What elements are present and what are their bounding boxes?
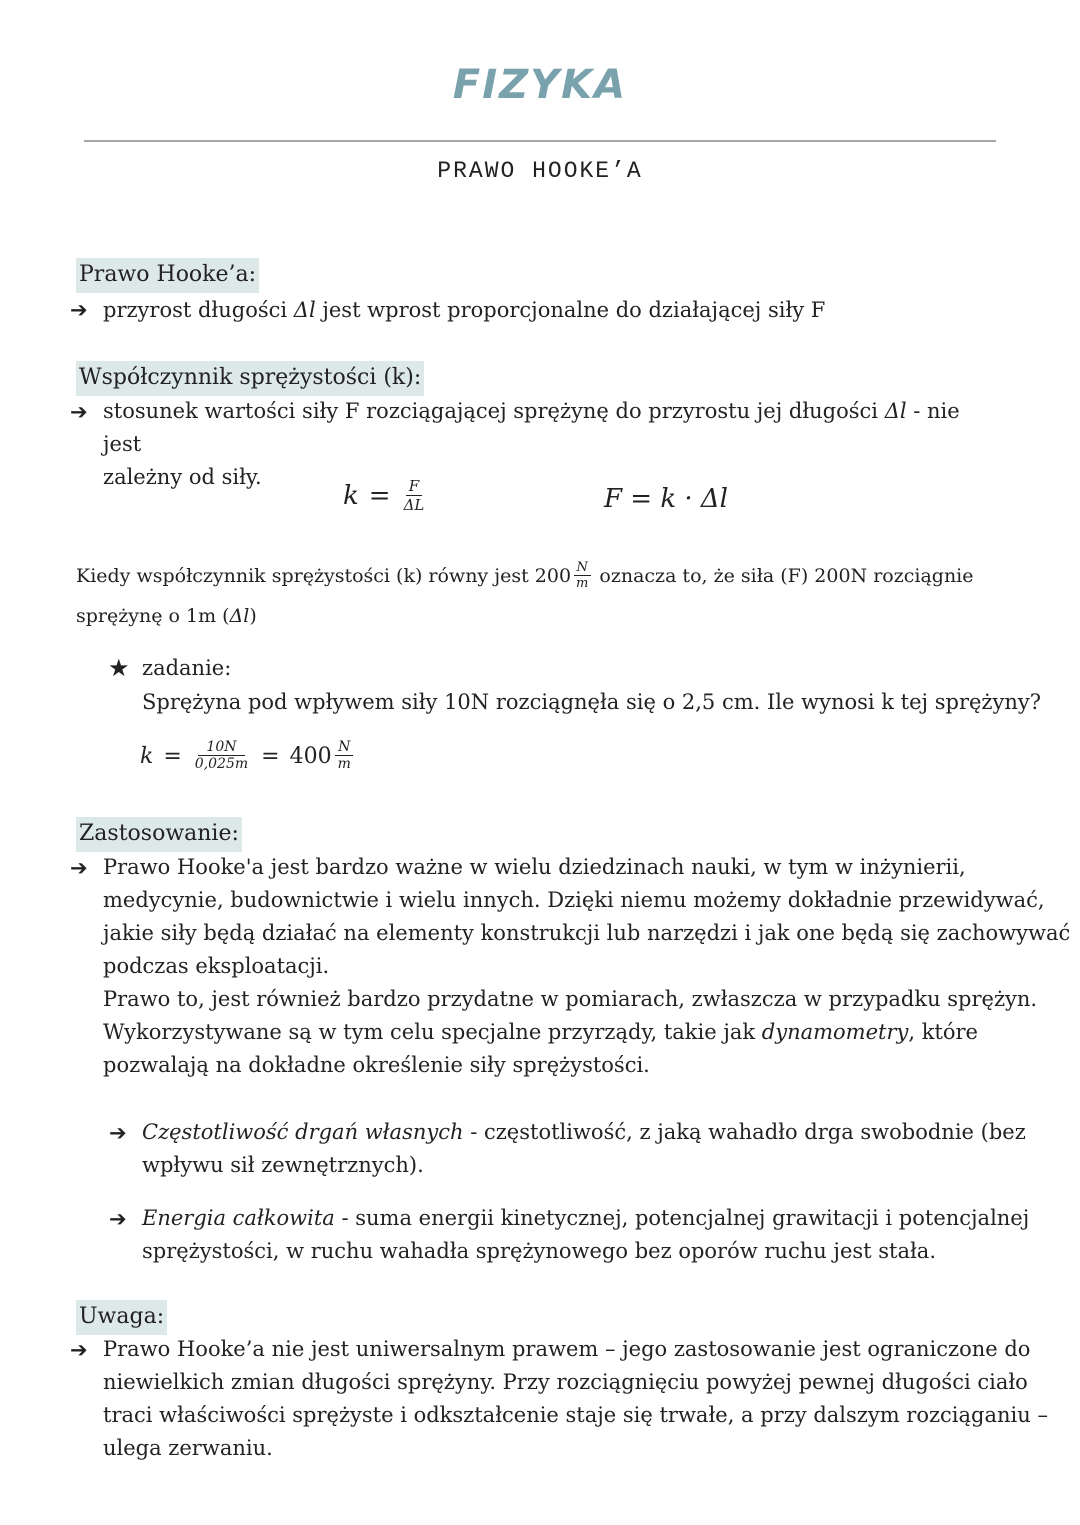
result-value: 400 [289,744,332,770]
formula-lhs: k [140,744,154,770]
bullet-arrow-icon: ➔ [70,298,88,322]
star-icon: ★ [108,654,130,682]
denominator: m [337,756,351,773]
text: - suma energii kinetycznej, potencjalnej grawitacji i potencjalnej [334,1206,1030,1230]
text-line: podczas eksploatacji. [103,954,330,978]
text: ) [249,605,257,627]
text-line: ulega zerwaniu. [103,1436,273,1460]
task-label: zadanie: [142,656,232,680]
text-line: medycynie, budownictwie i wielu innych. Dzięki niemu możemy dokładnie przewidywać, [103,888,1045,912]
unit-fraction [335,740,354,773]
delta-l-symbol: Δl [884,399,907,423]
formula-k [343,478,427,514]
bullet-arrow-icon: ➔ [109,1207,127,1231]
section-heading-note: Uwaga: [76,1300,167,1335]
page-title: FIZYKA [452,62,628,108]
text-line [103,1016,1023,1049]
text: oznacza to, że siła (F) 200N rozciągnie [593,565,974,588]
title-divider [84,140,996,142]
text: jest wprost proporcjonalne do działającej siły F [315,298,826,322]
text: , które [908,1020,978,1044]
text-line: jakie siły będą działać na elementy konstrukcji lub narzędzi i jak one będą się zachowywać [103,921,1071,945]
text: zależny od siły. [103,465,262,489]
bullet-arrow-icon: ➔ [70,1338,88,1362]
text: stosunek wartości siły F rozciągającej sprężynę do przyrostu jej długości [103,399,885,423]
numerator: N [335,740,353,756]
text-line: Prawo to, jest również bardzo przydatne w pomiarach, zwłaszcza w przypadku sprężyn. [103,987,1038,1011]
denominator: m [576,576,589,592]
delta-l-symbol: Δl [293,298,316,322]
formula-f: F = k · Δl [604,484,728,514]
denominator: ΔL [403,495,425,514]
text: przyrost długości [103,298,294,322]
hooke-definition [103,294,825,327]
example-line-1 [76,561,974,592]
formula-lhs: k [343,480,359,511]
text-line: traci właściwości sprężyste i odkształcenie staje się trwałe, a przy dalszym rozciąganiu – [103,1403,1048,1427]
section-heading-coefficient: Współczynnik sprężystości (k): [76,361,424,396]
text: - częstotliwość, z jaką wahadło drga swobodnie (bez [463,1120,1026,1144]
section-heading-hooke: Prawo Hooke’a: [76,258,259,293]
equals-sign: = [261,744,280,770]
numerator: N [574,561,591,576]
text-line: sprężystości, w ruchu wahadła sprężynowego bez oporów ruchu jest stała. [142,1239,937,1263]
text-line: pozwalają na dokładne określenie siły sprężystości. [103,1053,650,1077]
page-subtitle: PRAWO HOOKE’A [437,158,643,184]
text-line: Prawo Hooke'a jest bardzo ważne w wielu dziedzinach nauki, w tym w inżynierii, [103,855,966,879]
text-line: niewielkich zmian długości sprężyny. Przy rozciągnięciu powyżej pewnej długości ciało [103,1370,1028,1394]
task-text: Sprężyna pod wpływem siły 10N rozciągnęła się o 2,5 cm. Ile wynosi k tej sprężyny? [142,690,1042,714]
italic-term: Częstotliwość drgań własnych [142,1120,464,1144]
natural-frequency-item [142,1116,1026,1182]
italic-term: Energia całkowita [142,1206,335,1230]
text: sprężynę o 1m ( [76,605,230,627]
equals-sign: = [368,480,391,511]
denominator: 0,025m [194,756,249,773]
bullet-arrow-icon: ➔ [109,1121,127,1145]
text: Wykorzystywane są w tym celu specjalne przyrządy, takie jak [103,1020,762,1044]
equals-sign: = [163,744,182,770]
coefficient-definition [103,395,1003,494]
bullet-arrow-icon: ➔ [70,856,88,880]
note-paragraph [103,1333,1048,1465]
example-line-2 [76,601,257,631]
text-line: wpływu sił zewnętrznych). [142,1153,424,1177]
delta-l-symbol: Δl [229,605,250,627]
bullet-arrow-icon: ➔ [70,400,88,424]
text-line: Prawo Hooke’a nie jest uniwersalnym prawem – jego zastosowanie jest ograniczone do [103,1337,1031,1361]
application-paragraph [103,851,1071,1082]
total-energy-item [142,1202,1029,1268]
task-solution [140,740,354,773]
italic-term: dynamometry [761,1020,909,1044]
unit-fraction [573,561,591,592]
section-heading-application: Zastosowanie: [76,817,242,852]
numerator: 10N [198,740,244,756]
numerator: F [406,478,422,496]
fraction [401,478,428,514]
text: - nie jest [103,399,960,456]
text: Kiedy współczynnik sprężystości (k) równy jest 200 [76,565,572,588]
fraction [192,740,251,773]
